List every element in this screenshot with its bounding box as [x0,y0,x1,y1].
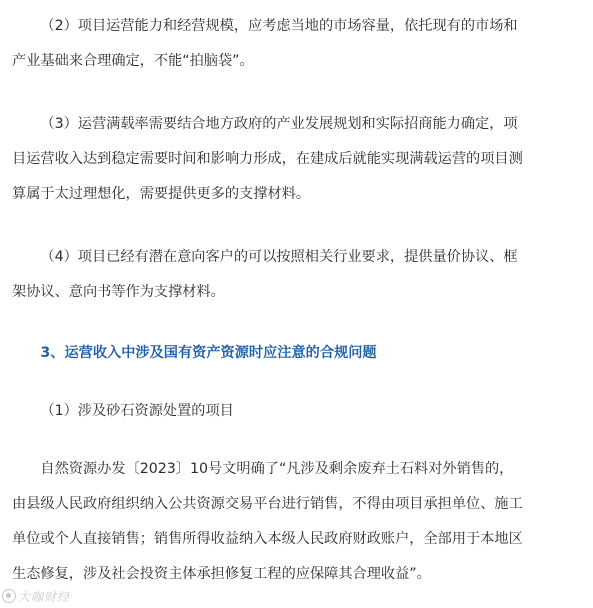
paragraph-line: 生态修复，涉及社会投资主体承担修复工程的应保障其合理收益”。 [12,566,431,582]
paragraph-line: （4）项目已经有潜在意向客户的可以按照相关行业要求，提供量价协议、框 [40,249,518,265]
paragraph-item-3 [12,107,585,212]
paragraph-line: 算属于太过理想化，需要提供更多的支撑材料。 [12,186,310,202]
paragraph-item-4 [12,240,585,310]
paragraph-line: 单位或个人直接销售；销售所得收益纳入本级人民政府财政账户，全部用于本地区 [12,531,523,547]
circle-logo-icon [2,589,16,603]
subsection-heading: （1）涉及砂石资源处置的项目 [40,403,234,419]
section-heading: 3、运营收入中涉及国有资产资源时应注意的合规问题 [40,345,377,361]
paragraph-natural-resources [12,452,585,592]
paragraph-line: 架协议、意向书等作为支撑材料。 [12,284,225,300]
paragraph-line: 目运营收入达到稳定需要时间和影响力形成，在建成后就能实现满载运营的项目测 [12,151,523,167]
paragraph-line: （2）项目运营能力和经营规模，应考虑当地的市场容量，依托现有的市场和 [40,18,518,34]
paragraph-line: 产业基础来合理确定，不能“拍脑袋”。 [12,53,254,69]
paragraph-line: 由县级人民政府组织纳入公共资源交易平台进行销售，不得由项目承担单位、施工 [12,496,523,512]
paragraph-line: （3）运营满载率需要结合地方政府的产业发展规划和实际招商能力确定，项 [40,116,518,132]
watermark-text: 大咖财经 [18,589,71,604]
watermark [2,586,70,606]
paragraph-item-2 [12,9,585,79]
paragraph-line: 自然资源办发〔2023〕10号文明确了“凡涉及剩余废弃土石料对外销售的， [40,461,514,477]
